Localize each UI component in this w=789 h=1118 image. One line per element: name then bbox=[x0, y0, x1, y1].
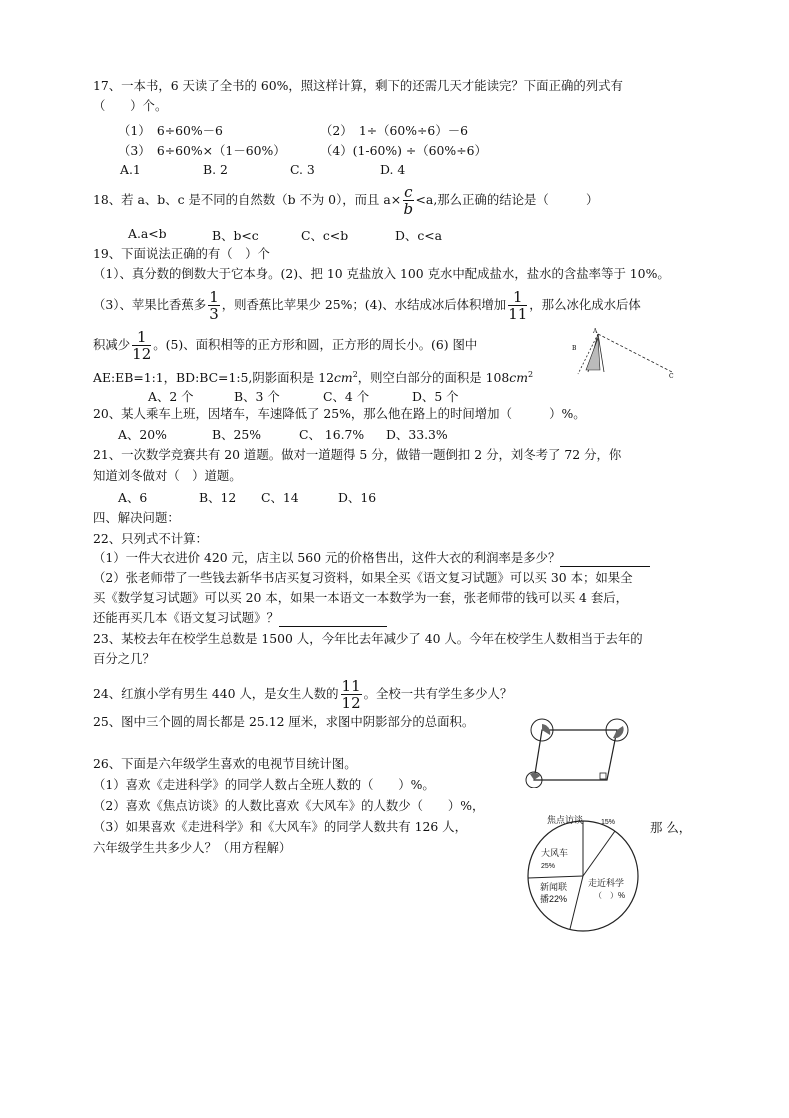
q22-part2-text: 还能再买几本《语文复习试题》？ bbox=[93, 610, 279, 625]
q19-text-3b: ，则香蕉比苹果少 25%；(4)、水结成冰后体积增加 bbox=[221, 297, 507, 312]
q19-text-5a: 积减少 bbox=[93, 337, 131, 352]
q19-pow-2: 2 bbox=[527, 370, 534, 379]
q19-f3-den: 3 bbox=[209, 305, 219, 323]
q19-fig-label-c: C bbox=[669, 373, 674, 380]
pie-label-focus: 焦点访谈 bbox=[547, 815, 584, 825]
q19-fig-label-a: A bbox=[593, 328, 598, 335]
q26-part4: 六年级学生共多少人？（用方程解） bbox=[93, 840, 292, 855]
q26-part3-tail: 那 么， bbox=[650, 820, 692, 835]
q17-option-c: C. 3 bbox=[290, 162, 315, 177]
pie-label-news-2: 播22% bbox=[540, 894, 568, 904]
q18-num: c bbox=[404, 183, 413, 201]
q25-stem: 25、图中三个圆的周长都是 25.12 厘米，求图中阴影部分的总面积。 bbox=[93, 714, 475, 729]
q18-option-d: D、c<a bbox=[395, 228, 443, 243]
q20-option-b: B、25% bbox=[212, 427, 262, 442]
q21-line1: 21、一次数学竞赛共有 20 道题。做对一道题得 5 分，做错一题倒扣 2 分，刘冬考了 72 分，你 bbox=[93, 447, 622, 462]
q26-part2: （2）喜欢《焦点访谈》的人数比喜欢《大风车》的人数少（ ）%， bbox=[93, 798, 485, 813]
q19-f4-den: 11 bbox=[508, 305, 528, 323]
q21-option-c: C、14 bbox=[261, 490, 299, 505]
q20-option-c: C、 16.7% bbox=[299, 427, 365, 442]
q19-fraction-1-12 bbox=[132, 329, 151, 362]
q19-text-6b: ，则空白部分的面积是 108 bbox=[357, 370, 510, 386]
q19-text-6a: AE:EB=1:1，BD:BC=1:5,阴影面积是 12 bbox=[93, 370, 334, 386]
q19-statement-6 bbox=[93, 366, 533, 387]
q24-den: 12 bbox=[341, 694, 361, 712]
q24-stem bbox=[93, 678, 512, 711]
q23-line1: 23、某校去年在校学生总数是 1500 人，今年比去年减少了 40 人。今年在校学生人数相当于去年的 bbox=[93, 631, 643, 646]
q19-f5-den: 12 bbox=[132, 345, 152, 363]
pie-value-science: （ ）% bbox=[594, 891, 626, 900]
q17-option-d: D. 4 bbox=[380, 162, 406, 177]
q21-option-a: A、6 bbox=[118, 490, 148, 505]
q22-part2-line1: （2）张老师带了一些钱去新华书店买复习资料，如果全买《语文复习试题》可以买 30 本；如果全 bbox=[93, 570, 633, 585]
q19-f5-num: 1 bbox=[132, 329, 151, 346]
q17-expr-1: （1） 6÷60%－6 bbox=[118, 123, 223, 138]
q19-statement-1-2: （1）、真分数的倒数大于它本身。(2)、把 10 克盐放入 100 克水中配成盐水，盐水的含盐率等于 10%。 bbox=[93, 266, 670, 281]
q19-statement-3-4 bbox=[93, 289, 641, 322]
q22-part1-text: （1）一件大衣进价 420 元，店主以 560 元的价格售出，这件大衣的利润率是多少？ bbox=[93, 550, 561, 565]
q17-expr-2: （2） 1÷（60%÷6）－6 bbox=[320, 123, 468, 138]
q24-num: 11 bbox=[341, 677, 361, 695]
section-4-heading: 四、解决问题： bbox=[93, 510, 180, 525]
pie-label-windmill: 大风车 bbox=[541, 848, 569, 858]
q19-title: 19、下面说法正确的有（ ）个 bbox=[93, 246, 270, 261]
q21-option-d: D、16 bbox=[338, 490, 377, 505]
q22-part2-line3 bbox=[93, 609, 387, 627]
q18-text-post: <a,那么正确的结论是（ ） bbox=[415, 192, 599, 207]
tv-program-pie-chart bbox=[522, 812, 644, 934]
q19-f4-num: 1 bbox=[508, 289, 527, 306]
q19-fraction-1-11 bbox=[508, 289, 527, 322]
q19-f3-num: 1 bbox=[209, 288, 219, 306]
q26-title: 26、下面是六年级学生喜欢的电视节目统计图。 bbox=[93, 756, 357, 771]
q21-option-b: B、12 bbox=[199, 490, 237, 505]
q17-line1: 17、一本书，6 天读了全书的 60%，照这样计算，剩下的还需几天才能读完？下面正确的列式有 bbox=[93, 78, 623, 93]
q18-fraction bbox=[403, 184, 413, 217]
q26-part3: （3）如果喜欢《走进科学》和《大风车》的同学人数共有 126 人， bbox=[93, 819, 467, 834]
q18-text-pre: 18、若 a、b、c 是不同的自然数（b 不为 0），而且 a× bbox=[93, 192, 402, 207]
q19-fig-label-b: B bbox=[572, 345, 577, 352]
q20-option-d: D、33.3% bbox=[386, 427, 448, 442]
q20-option-a: A、20% bbox=[118, 427, 167, 442]
q21-line2: 知道刘冬做对（ ）道题。 bbox=[93, 468, 242, 483]
q19-option-b: B、3 个 bbox=[234, 389, 280, 404]
q19-option-a: A、2 个 bbox=[148, 389, 194, 404]
q20-stem: 20、某人乘车上班，因堵车，车速降低了 25%，那么他在路上的时间增加（ ）%。 bbox=[93, 406, 586, 421]
pie-label-science: 走近科学 bbox=[588, 878, 625, 888]
q19-text-5b: 。(5)、面积相等的正方形和圆，正方形的周长小。(6) 图中 bbox=[153, 337, 478, 352]
q18-option-a: A.a<b bbox=[128, 226, 167, 241]
q17-expr-4: （4）(1-60%) ÷（60%÷6） bbox=[320, 143, 487, 158]
q24-text-pre: 24、红旗小学有男生 440 人，是女生人数的 bbox=[93, 686, 339, 701]
q17-expr-3: （3） 6÷60%×（1－60%） bbox=[118, 143, 286, 158]
q26-part1: （1）喜欢《走进科学》的同学人数占全班人数的（ ）%。 bbox=[93, 777, 435, 792]
q17-line2: （ ）个。 bbox=[93, 98, 168, 113]
q24-text-post: 。全校一共有学生多少人？ bbox=[363, 686, 513, 701]
q24-fraction bbox=[341, 678, 362, 711]
q22-title: 22、只列式不计算： bbox=[93, 531, 208, 546]
q22-part2-answer-blank[interactable] bbox=[279, 612, 387, 627]
q18-option-c: C、c<b bbox=[301, 228, 349, 243]
q19-pow-1: 2 bbox=[352, 370, 358, 379]
q19-fraction-1-3 bbox=[208, 289, 220, 322]
q17-option-b: B. 2 bbox=[203, 162, 228, 177]
q19-unit-2: cm bbox=[509, 370, 528, 386]
q23-line2: 百分之几？ bbox=[93, 651, 155, 666]
q18-stem bbox=[93, 184, 598, 217]
pie-value-windmill: 25% bbox=[541, 863, 556, 870]
q17-option-a: A.1 bbox=[120, 162, 141, 177]
q22-part1-answer-blank[interactable] bbox=[560, 552, 650, 567]
q19-triangle-figure bbox=[570, 328, 680, 380]
q19-option-c: C、4 个 bbox=[323, 389, 370, 404]
q19-text-3c: ，那么冰化成水后体 bbox=[529, 297, 641, 312]
q18-den: b bbox=[403, 200, 414, 218]
q18-option-b: B、b<c bbox=[212, 228, 259, 243]
q19-option-d: D、5 个 bbox=[412, 389, 459, 404]
q25-circles-figure bbox=[512, 716, 640, 788]
pie-value-focus: 15% bbox=[601, 819, 616, 826]
q19-unit-1: cm bbox=[333, 370, 353, 386]
q22-part1 bbox=[93, 549, 650, 567]
q22-part2-line2: 买《数学复习试题》可以买 20 本，如果一本语文一本数学为一套，张老师带的钱可以买 4 套后， bbox=[93, 590, 629, 605]
pie-label-news-1: 新闻联 bbox=[540, 882, 568, 892]
q19-statement-5 bbox=[93, 329, 477, 362]
q19-text-3a: （3）、苹果比香蕉多 bbox=[93, 297, 207, 312]
